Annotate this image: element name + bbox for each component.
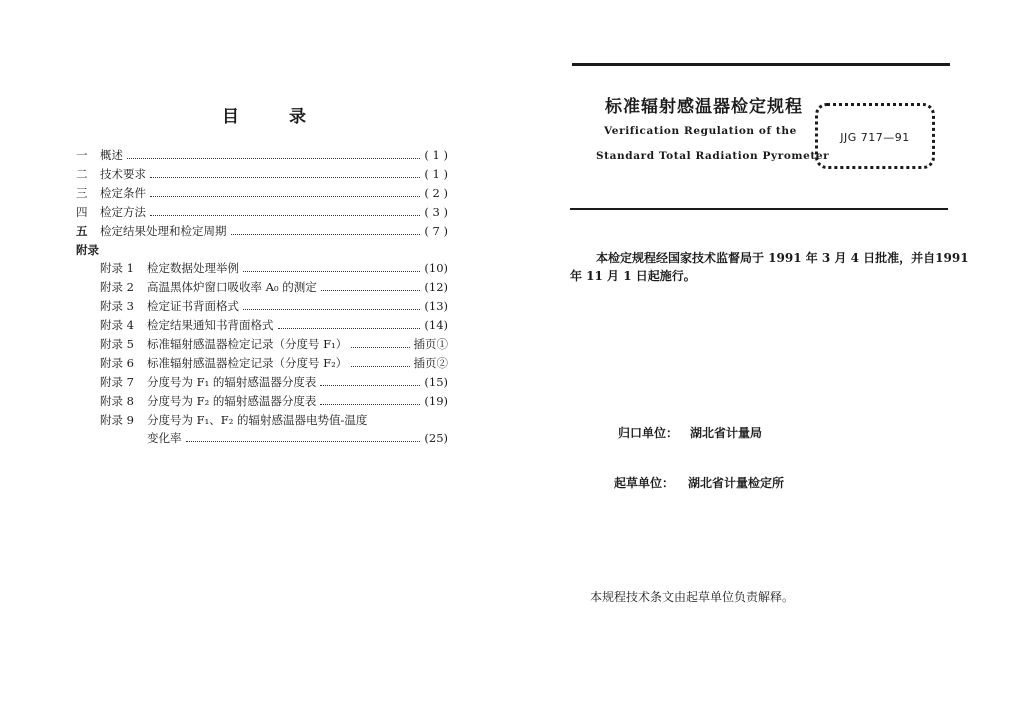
appendix-page: (12) [424,280,448,294]
toc-item[interactable] [76,185,448,201]
toc-appendix-item[interactable] [100,355,448,371]
toc-leader-dots [351,347,409,348]
toc-title-char: 目 [222,107,289,127]
toc-item-page: ( 7 ) [424,224,448,238]
toc-item-number: 四 [76,205,88,219]
toc-leader-dots [150,215,420,216]
toc-title-char: 录 [289,107,356,127]
toc-item[interactable] [76,166,448,182]
english-title-line2: Standard Total Radiation Pyrometer [596,150,830,162]
toc-item-label: 概述 [100,148,123,162]
header-bottom-rule [570,208,948,210]
toc-item-page: ( 3 ) [424,205,448,219]
document-title: 标准辐射感温器检定规程 [605,97,803,117]
toc-leader-dots [243,271,420,272]
appendix-page: (14) [424,318,448,332]
appendix-label: 分度号为 F₁ 的辐射感温器分度表 [147,375,317,389]
appendix-page: (15) [424,375,448,389]
toc-item-page: ( 1 ) [424,148,448,162]
english-title-line1: Verification Regulation of the [604,125,797,137]
appendix-number: 附录 4 [100,318,134,332]
appendix-label: 标准辐射感温器检定记录（分度号 F₁） [147,337,348,351]
appendix-label: 标准辐射感温器检定记录（分度号 F₂） [147,356,348,370]
toc-leader-dots [150,177,420,178]
appendix-number: 附录 7 [100,375,134,389]
appendix-label: 分度号为 F₂ 的辐射感温器分度表 [147,394,317,408]
toc-item-number: 二 [76,167,88,181]
toc-leader-dots [243,309,420,310]
appendix-number: 附录 8 [100,394,134,408]
toc-item[interactable] [76,147,448,163]
owner-unit-label: 归口单位： [618,426,679,440]
drafter-unit-value: 湖北省计量检定所 [688,476,785,490]
toc-appendix-item[interactable] [100,298,448,314]
appendix-number: 附录 1 [100,261,134,275]
toc-item-number: 三 [76,186,88,200]
toc-title [222,102,356,127]
toc-leader-dots [127,158,420,159]
appendix-page: 插页② [413,356,448,370]
appendix-page: (25) [424,431,448,445]
toc-appendix-item[interactable] [100,260,448,276]
appendix-number: 附录 6 [100,356,134,370]
toc-leader-dots [150,196,420,197]
approval-line2: 年 11 月 1 日起施行。 [570,269,696,283]
toc-appendix-continuation[interactable] [147,430,448,446]
toc-appendix-item[interactable] [100,317,448,333]
toc-item-number: 五 [76,224,88,238]
toc-item[interactable] [76,223,448,239]
appendix-label: 检定证书背面格式 [147,299,239,313]
appendix-page: 插页① [413,337,448,351]
toc-item-page: ( 2 ) [424,186,448,200]
appendix-label: 分度号为 F₁、F₂ 的辐射感温器电势值-温度 [147,413,368,427]
toc-leader-dots [186,441,421,442]
appendix-number: 附录 2 [100,280,134,294]
appendix-page: (19) [424,394,448,408]
toc-appendix-item[interactable] [100,393,448,409]
toc-item-label: 检定结果处理和检定周期 [100,224,227,238]
appendix-number: 附录 5 [100,337,134,351]
toc-leader-dots [231,234,421,235]
toc-leader-dots [278,328,421,329]
toc-appendix-item[interactable] [100,279,448,295]
toc-appendix-item[interactable] [100,336,448,352]
appendix-label: 检定数据处理举例 [147,261,239,275]
toc-item[interactable] [76,204,448,220]
appendix-page: (13) [424,299,448,313]
toc-item-label: 检定条件 [100,186,146,200]
toc-leader-dots [351,366,409,367]
toc-appendix-item[interactable] [100,374,448,390]
drafter-unit-label: 起草单位： [614,476,675,490]
interpretation-note: 本规程技术条文由起草单位负责解释。 [590,590,795,604]
owner-unit-value: 湖北省计量局 [690,426,763,440]
appendix-heading: 附录 [76,243,99,257]
toc-item-label: 检定方法 [100,205,146,219]
document-code: JJG 717—91 [840,131,910,144]
appendix-number: 附录 9 [100,413,134,427]
appendix-number: 附录 3 [100,299,134,313]
toc-leader-dots [320,385,420,386]
appendix-label: 变化率 [147,431,182,445]
toc-appendix-item[interactable] [100,412,448,428]
document-code-stamp [815,103,935,169]
toc-item-label: 技术要求 [100,167,146,181]
approval-line1: 本检定规程经国家技术监督局于 1991 年 3 月 4 日批准，并自1991 [596,251,969,265]
appendix-page: (10) [424,261,448,275]
appendix-label: 高温黑体炉窗口吸收率 A₀ 的测定 [147,280,317,294]
appendix-label: 检定结果通知书背面格式 [147,318,274,332]
toc-item-number: 一 [76,148,88,162]
top-rule [572,63,950,66]
toc-item-page: ( 1 ) [424,167,448,181]
toc-leader-dots [321,290,421,291]
toc-leader-dots [320,404,420,405]
